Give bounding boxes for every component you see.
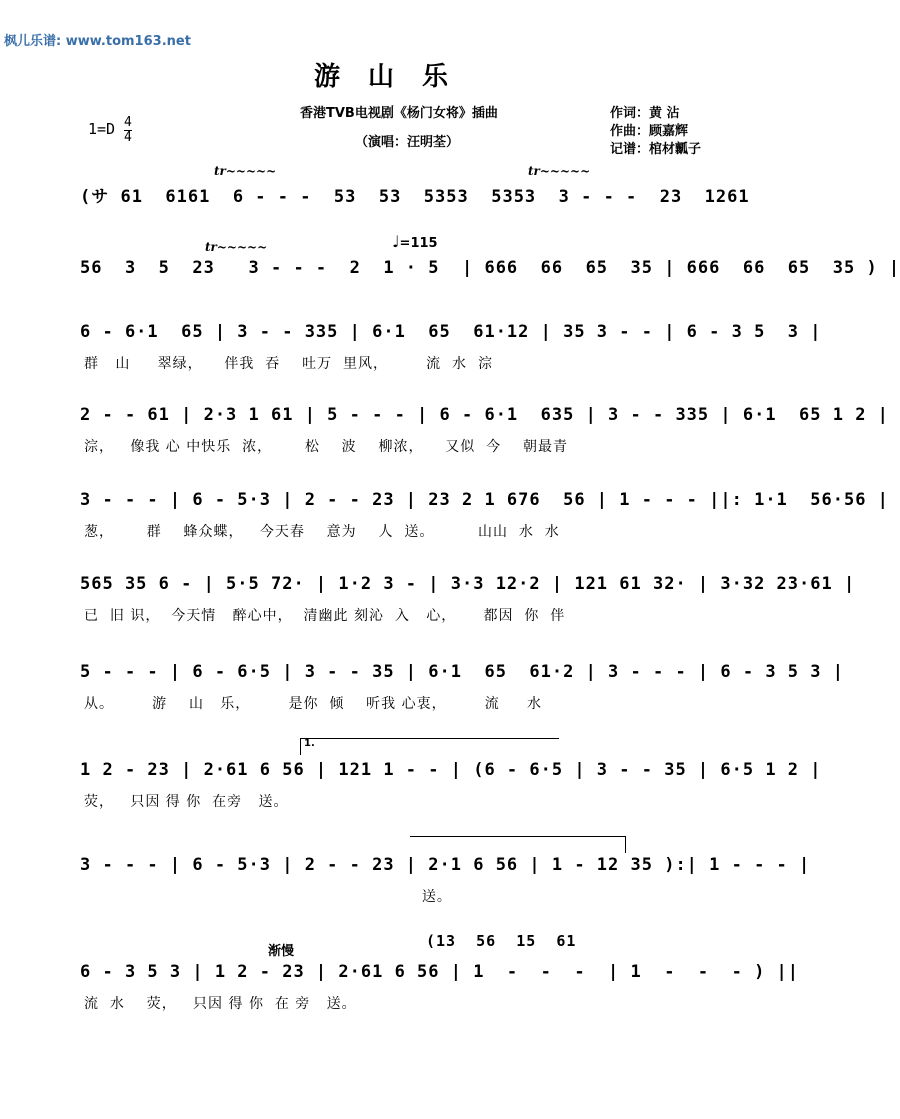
subtitle: 香港TVB电视剧《杨门女将》插曲 [300,106,498,121]
intro-phrase: (13 56 15 61 [426,932,577,950]
composer-credit: 作曲：顾嘉辉 [610,124,689,139]
singer: （演唱：汪明荃） [355,135,460,150]
time-signature [124,116,132,145]
score-line-6: 565 35 6 - | 5·5 72· | 1·2 3 - | 3·3 12·2 | 121 61 32· | 3·32 23·61 | [80,574,856,594]
volta-bracket: 1. [300,738,559,755]
lyric-line-6: 已 旧 识， 今天情 醉心中， 清幽此 刻沁 入 心， 都因 你 伴 [84,608,566,624]
score-line-10: 6 - 3 5 3 | 1 2 - 23 | 2·61 6 56 | 1 - - - | 1 - - - ) || [80,962,800,982]
trill-mark: tr~~~~~ [205,240,268,254]
time-bottom: 4 [124,130,132,145]
score-line-9: 3 - - - | 6 - 5·3 | 2 - - 23 | 2·1 6 56 | 1 - 12 35 ):| 1 - - - | [80,855,811,875]
score-line-5: 3 - - - | 6 - 5·3 | 2 - - 23 | 23 2 1 676 56 | 1 - - - ||: 1·1 56·56 | [80,490,889,510]
score-line-3: 6 - 6·1 65 | 3 - - 335 | 6·1 65 61·12 | 35 3 - - | 6 - 3 5 3 | [80,322,822,342]
site-watermark [4,30,191,49]
lyricist-credit: 作词：黄 沾 [610,106,680,121]
lyric-line-10: 流 水 荧， 只因 得 你 在 旁 送。 [84,996,357,1012]
score-line-8: 1 2 - 23 | 2·61 6 56 | 121 1 - - | (6 - 6·5 | 3 - - 35 | 6·5 1 2 | [80,760,822,780]
volta-bracket [410,836,626,853]
lyric-line-3: 群 山 翠绿， 伴我 吞 吐万 里风， 流 水 淙 [84,356,493,372]
lyric-line-4: 淙， 像我 心 中快乐 浓， 松 波 柳浓， 又似 今 朝最青 [84,439,568,455]
site-url[interactable]: www.tom163.net [65,34,191,49]
lyric-line-8: 荧， 只因 得 你 在旁 送。 [84,794,289,810]
ritardando-mark: 渐慢 [268,944,295,959]
transcriber-credit: 记谱：棺材瓤子 [610,142,702,157]
lyric-line-5: 葱， 群 蜂众蝶， 今天春 意为 人 送。 山山 水 水 [84,524,560,540]
tempo-mark: ♩=115 [392,232,438,251]
trill-mark: tr~~~~~ [528,164,591,178]
quarter-note-icon: ♩ [392,232,400,251]
lyric-line-9: 送。 [84,889,452,905]
song-title: 游山乐 [313,62,476,92]
time-top: 4 [124,115,132,130]
lyric-line-7: 从。 游 山 乐， 是你 倾 听我 心衷， 流 水 [84,696,543,712]
key-signature: 1=D [88,120,116,138]
score-line-7: 5 - - - | 6 - 6·5 | 3 - - 35 | 6·1 65 61·2 | 3 - - - | 6 - 3 5 3 | [80,662,844,682]
score-line-2: 56 3 5 23 3 - - - 2 1 · 5 | 666 66 65 35 | 666 66 65 35 ) | [80,258,900,278]
site-label: 枫儿乐谱: [4,34,62,49]
trill-mark: tr~~~~~ [214,164,277,178]
score-line-1: (サ 61 6161 6 - - - 53 53 5353 5353 3 - - - 23 1261 [80,187,750,207]
score-line-4: 2 - - 61 | 2·3 1 61 | 5 - - - | 6 - 6·1 635 | 3 - - 335 | 6·1 65 1 2 | [80,405,889,425]
